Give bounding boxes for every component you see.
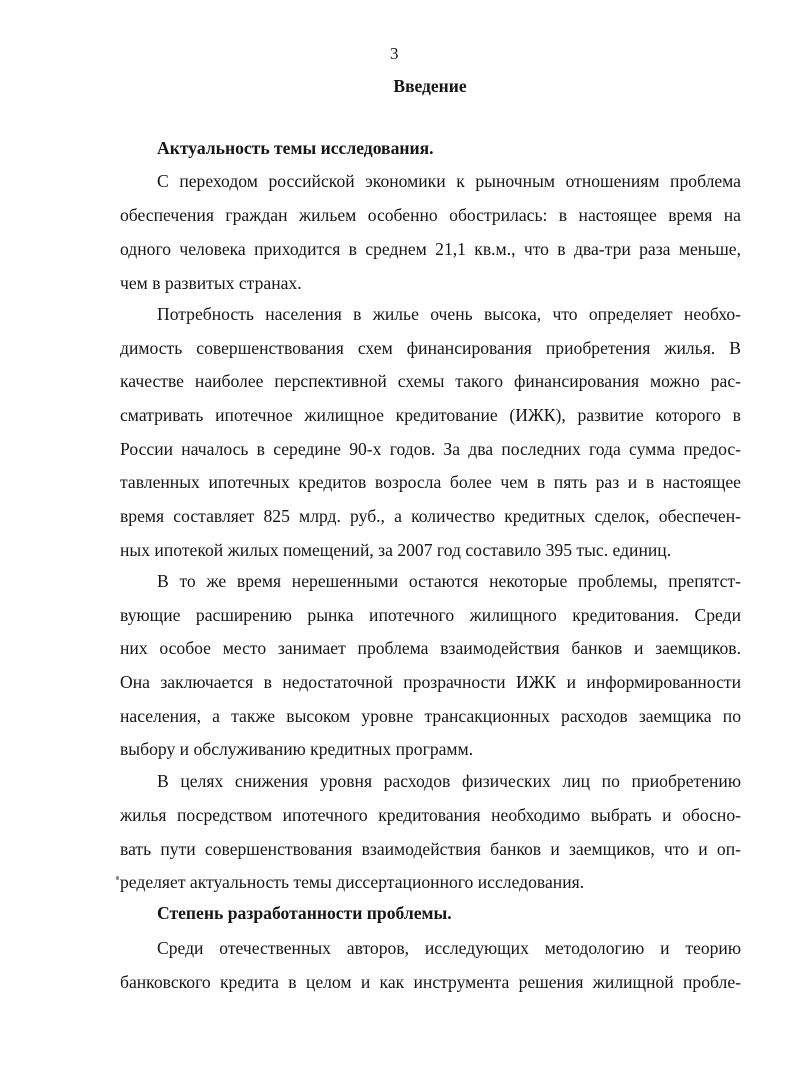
paragraph-line: них особое место занимает проблема взаимодействия банков и заемщиков. xyxy=(120,638,741,658)
paragraph-line: чем в развитых странах. xyxy=(120,273,302,293)
page-number: 3 xyxy=(390,44,399,63)
paragraph-line: обеспечения граждан жильем особенно обострилась: в настоящее время на xyxy=(120,205,741,225)
scan-speck xyxy=(116,876,119,880)
page-title: Введение xyxy=(393,76,467,96)
paragraph-line: качестве наиболее перспективной схемы такого финансирования можно рас- xyxy=(120,371,741,391)
paragraph-line: В то же время нерешенными остаются некоторые проблемы, препятст- xyxy=(157,571,741,591)
paragraph-line: ределяет актуальность темы диссертационного исследования. xyxy=(120,872,585,892)
section-heading-relevance: Актуальность темы исследования. xyxy=(157,138,434,158)
paragraph-line: тавленных ипотечных кредитов возросла более чем в пять раз и в настоящее xyxy=(120,472,741,492)
paragraph-line: время составляет 825 млрд. руб., а количество кредитных сделок, обеспечен- xyxy=(120,506,741,526)
paragraph-line: банковского кредита в целом и как инструмента решения жилищной пробле- xyxy=(120,972,741,992)
paragraph-line: Она заключается в недостаточной прозрачности ИЖК и информированности xyxy=(120,672,741,692)
paragraph-line: В целях снижения уровня расходов физических лиц по приобретению xyxy=(157,771,741,791)
paragraph-line: вующие расширению рынка ипотечного жилищного кредитования. Среди xyxy=(120,605,741,625)
paragraph-line: димость совершенствования схем финансирования приобретения жилья. В xyxy=(120,338,741,358)
paragraph-line: одного человека приходится в среднем 21,1 кв.м., что в два-три раза меньше, xyxy=(120,239,741,259)
paragraph-line: вать пути совершенствования взаимодействия банков и заемщиков, что и оп- xyxy=(120,839,741,859)
paragraph-line: выбору и обслуживанию кредитных программ. xyxy=(120,739,474,759)
paragraph-line: жилья посредством ипотечного кредитования необходимо выбрать и обосно- xyxy=(120,805,741,825)
paragraph-line: С переходом российской экономики к рыночным отношениям проблема xyxy=(157,171,741,191)
paragraph-line: Среди отечественных авторов, исследующих методологию и теорию xyxy=(157,938,741,958)
paragraph-line: населения, а также высоком уровне трансакционных расходов заемщика по xyxy=(120,706,741,726)
paragraph-line: Потребность населения в жилье очень высока, что определяет необхо- xyxy=(157,304,741,324)
paragraph-line: России началось в середине 90-х годов. За два последних года сумма предос- xyxy=(120,439,741,459)
paragraph-line: ных ипотекой жилых помещений, за 2007 год составило 395 тыс. единиц. xyxy=(120,540,672,560)
paragraph-line: сматривать ипотечное жилищное кредитование (ИЖК), развитие которого в xyxy=(120,405,741,425)
section-heading-development: Степень разработанности проблемы. xyxy=(157,903,452,923)
